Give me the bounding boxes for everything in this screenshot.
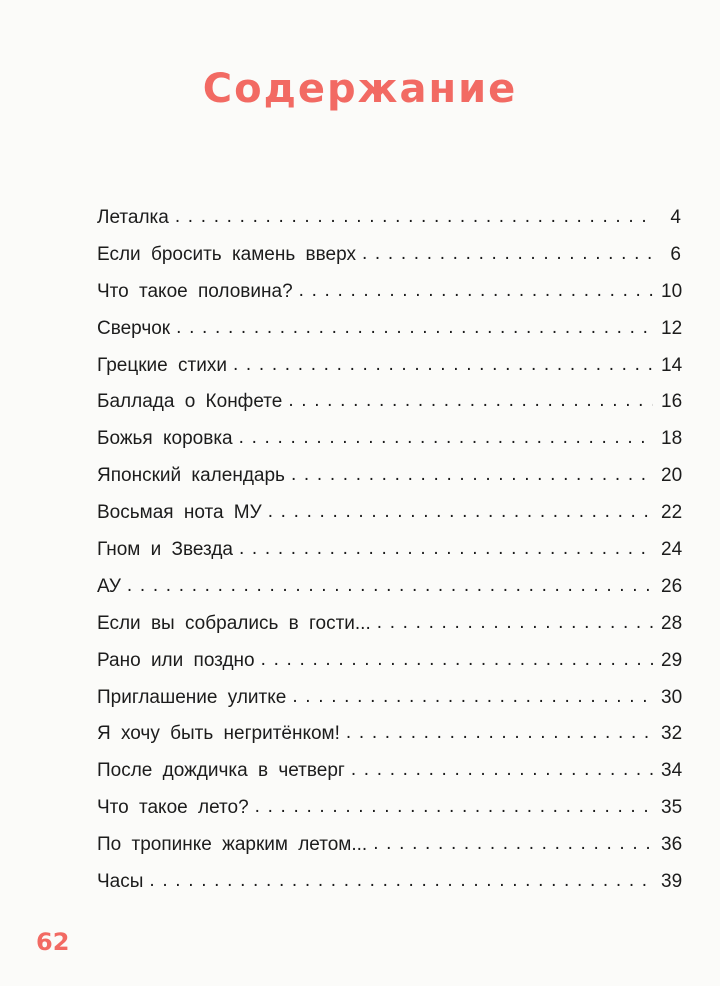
dot-leader	[291, 464, 653, 486]
toc-entry-title: Грецкие стихи	[97, 354, 227, 376]
toc-entry	[97, 318, 681, 355]
dot-leader	[351, 759, 653, 781]
toc-entry	[97, 428, 681, 465]
toc-entry-page: 18	[661, 428, 683, 450]
toc-entry-title: Что такое половина?	[97, 280, 293, 302]
toc-entry	[97, 760, 681, 797]
toc-entry	[97, 244, 681, 281]
toc-entry-title: По тропинке жарким летом...	[97, 834, 368, 856]
toc-entry	[97, 834, 681, 871]
toc-entry-page: 16	[661, 391, 683, 413]
toc-entry	[97, 465, 681, 502]
dot-leader	[239, 538, 653, 560]
dot-leader	[288, 390, 653, 412]
toc-entry-title: Если бросить камень вверх	[97, 243, 356, 265]
toc-entry	[97, 391, 681, 428]
toc-entry-page: 29	[661, 649, 683, 671]
table-of-contents	[97, 207, 681, 908]
toc-entry-title: Приглашение улитке	[97, 686, 287, 708]
page-title: Содержание	[202, 66, 518, 112]
dot-leader	[292, 686, 653, 708]
toc-entry-title: АУ	[97, 575, 121, 597]
toc-entry-page: 28	[661, 612, 683, 634]
dot-leader	[299, 280, 653, 302]
dot-leader	[149, 870, 653, 892]
toc-entry-title: Гном и Звезда	[97, 539, 233, 561]
dot-leader	[239, 427, 653, 449]
toc-entry-page: 10	[661, 280, 683, 302]
toc-entry-title: Если вы собрались в гости...	[97, 612, 371, 634]
toc-entry-title: Леталка	[97, 207, 169, 228]
toc-entry	[97, 502, 681, 539]
toc-entry-title: Часы	[97, 871, 144, 893]
dot-leader	[373, 833, 653, 855]
dot-leader	[176, 317, 653, 339]
toc-entry-page: 22	[661, 502, 683, 524]
dot-leader	[175, 206, 653, 228]
dot-leader	[346, 722, 653, 744]
toc-entry-page: 34	[661, 760, 683, 782]
page-number: 62	[36, 928, 70, 956]
dot-leader	[233, 354, 653, 376]
dot-leader	[362, 243, 653, 265]
dot-leader	[268, 501, 653, 523]
toc-entry-page: 35	[661, 797, 683, 819]
dot-leader	[127, 575, 653, 597]
toc-entry	[97, 539, 681, 576]
dot-leader	[377, 612, 653, 634]
dot-leader	[261, 649, 653, 671]
toc-entry	[97, 207, 681, 244]
toc-entry	[97, 871, 681, 908]
toc-entry	[97, 576, 681, 613]
toc-entry	[97, 355, 681, 392]
toc-entry-title: Я хочу быть негритёнком!	[97, 723, 340, 745]
toc-entry-page: 36	[661, 834, 683, 856]
toc-entry-title: Восьмая нота МУ	[97, 502, 262, 524]
toc-entry-title: Рано или поздно	[97, 649, 255, 671]
toc-entry-page: 6	[670, 243, 681, 265]
toc-entry-page: 30	[661, 686, 683, 708]
toc-entry-title: После дождичка в четверг	[97, 760, 345, 782]
toc-entry-page: 4	[670, 207, 681, 228]
toc-entry-title: Японский календарь	[97, 465, 285, 487]
toc-entry	[97, 281, 681, 318]
toc-entry-title: Сверчок	[97, 317, 171, 339]
toc-entry-page: 32	[661, 723, 683, 745]
toc-entry	[97, 687, 681, 724]
toc-entry-page: 39	[661, 871, 683, 893]
toc-entry	[97, 613, 681, 650]
toc-entry	[97, 650, 681, 687]
toc-entry	[97, 723, 681, 760]
toc-entry-page: 20	[661, 465, 683, 487]
dot-leader	[255, 796, 653, 818]
toc-entry-title: Божья коровка	[97, 428, 233, 450]
toc-entry-page: 12	[661, 317, 683, 339]
toc-entry-title: Баллада о Конфете	[97, 391, 283, 413]
toc-entry-page: 24	[661, 539, 683, 561]
toc-entry-page: 14	[661, 354, 683, 376]
toc-entry	[97, 797, 681, 834]
toc-entry-page: 26	[661, 575, 683, 597]
toc-entry-title: Что такое лето?	[97, 797, 249, 819]
